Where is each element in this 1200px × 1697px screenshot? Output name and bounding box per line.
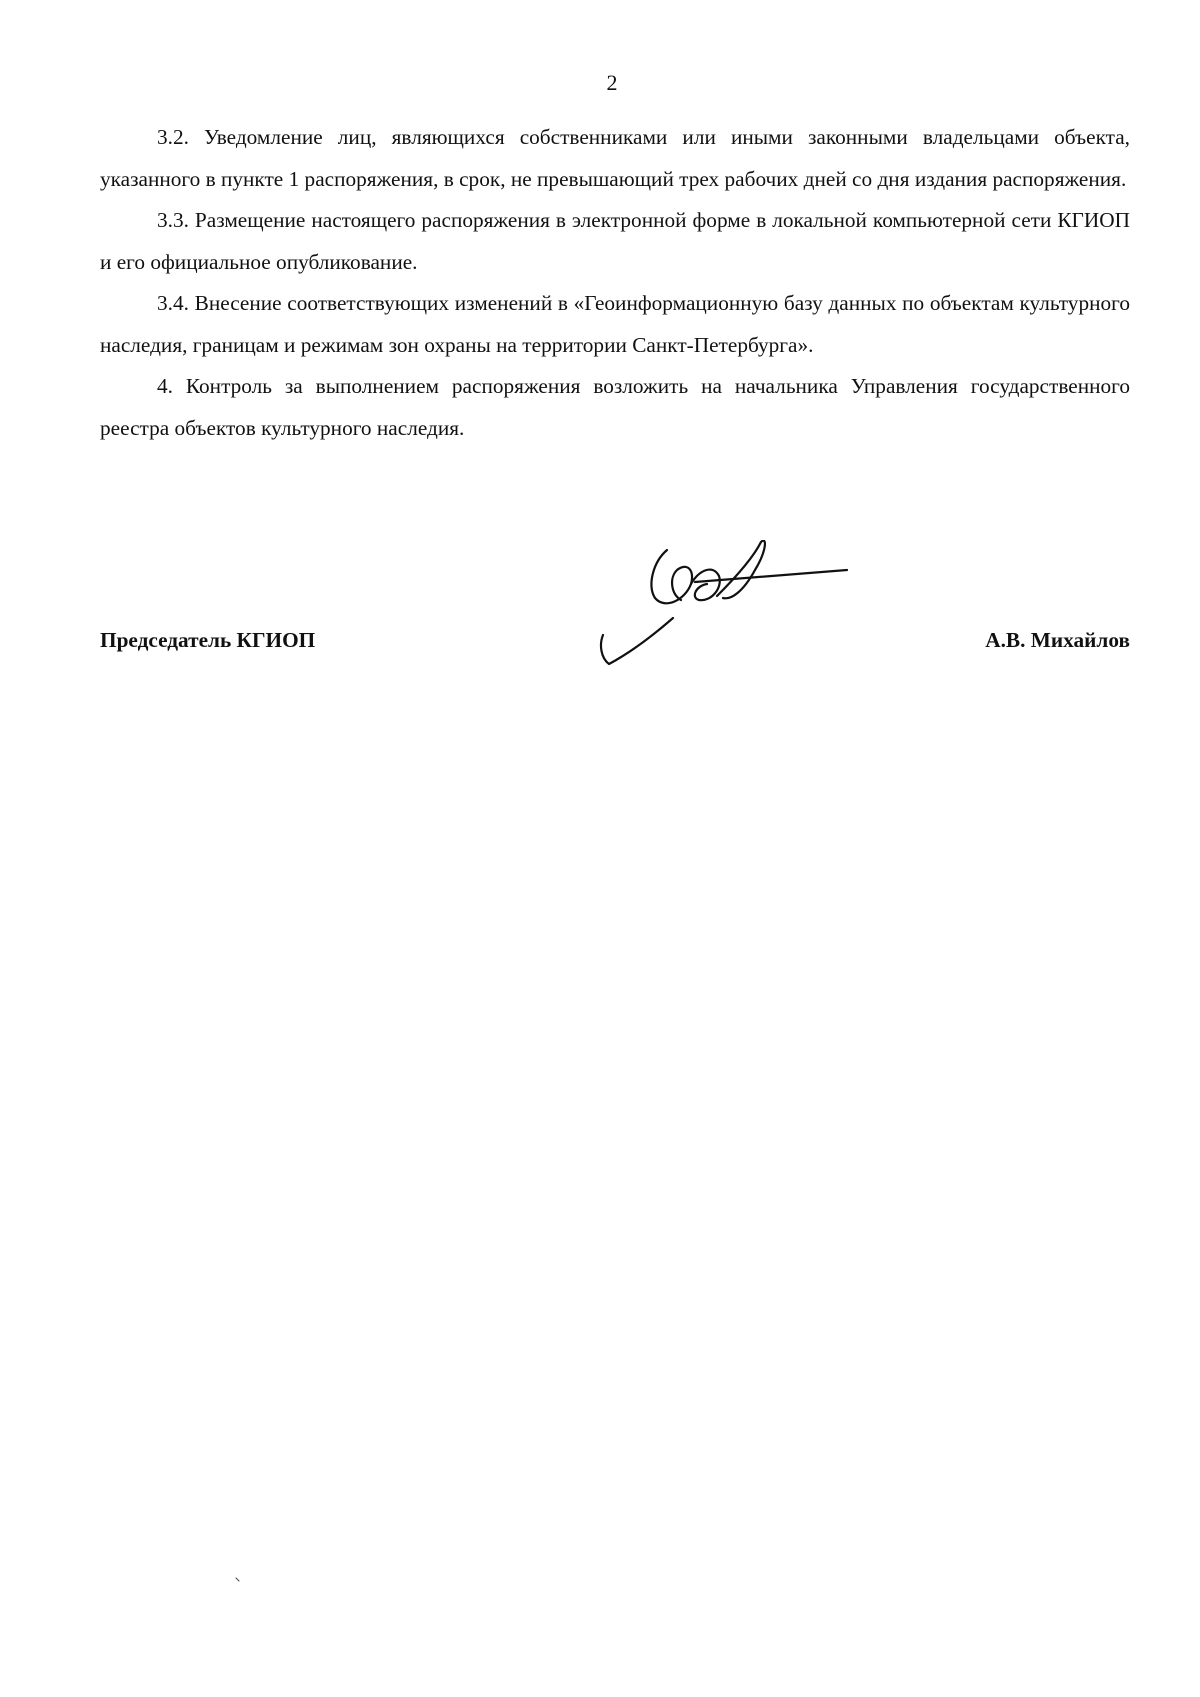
document-body (100, 117, 1130, 449)
paragraph-3-2: 3.2. Уведомление лиц, являющихся собственниками или иными законными владельцами объекта, указанного в пункте 1 распоряжения, в срок, не превышающий трех рабочих дней со дня издания распоряжения. (100, 125, 1130, 191)
handwritten-signature (595, 540, 855, 675)
paragraph-3-3: 3.3. Размещение настоящего распоряжения в электронной форме в локальной компьютерной сети КГИОП и его официальное опубликование. (100, 208, 1130, 274)
paragraph-3-4: 3.4. Внесение соответствующих изменений в «Геоинформационную базу данных по объектам культурного наследия, границам и режимам зон охраны на территории Санкт-Петербурга». (100, 291, 1130, 357)
paragraph-4: 4. Контроль за выполнением распоряжения возложить на начальника Управления государственного реестра объектов культурного наследия. (100, 374, 1130, 440)
signatory-name: А.В. Михайлов (985, 628, 1130, 652)
signature-stroke-hook (601, 618, 673, 664)
signature-stroke-loop-2 (691, 570, 720, 601)
signatory-title: Председатель КГИОП (100, 628, 316, 652)
signature-stroke-tall (717, 541, 765, 599)
signature-stroke-loop-1 (651, 550, 692, 603)
scan-speck (235, 1577, 243, 1585)
page-number: 2 (606, 70, 618, 95)
